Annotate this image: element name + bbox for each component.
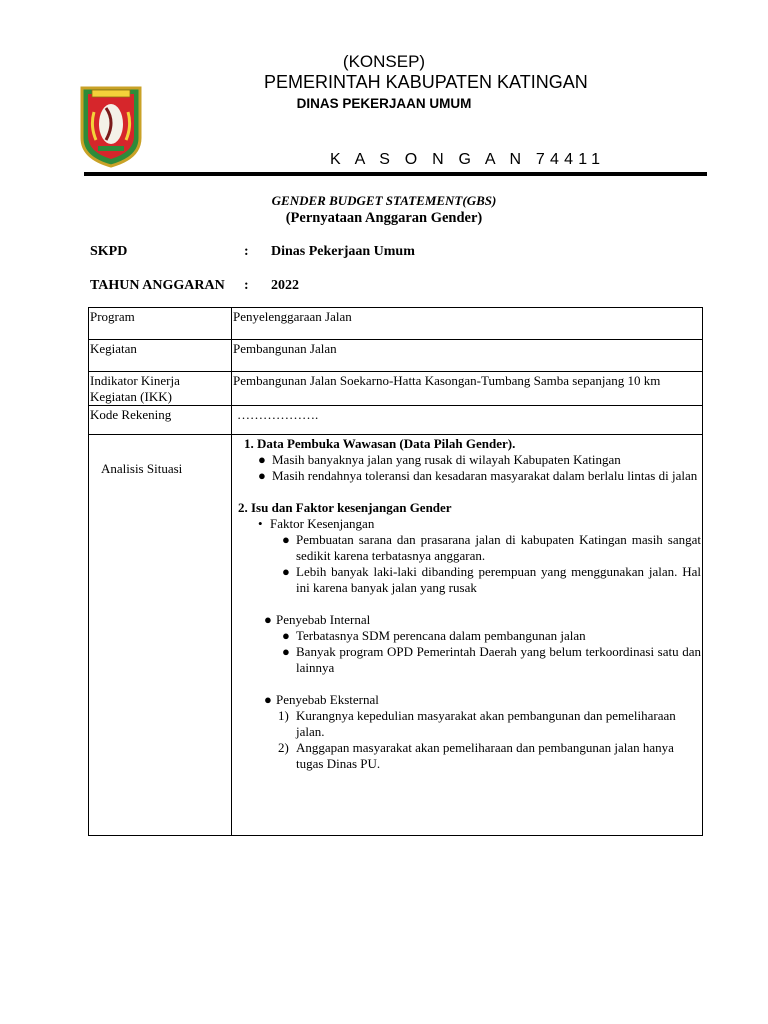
program-label: Program <box>89 308 232 340</box>
tahun-label: TAHUN ANGGARAN <box>90 278 225 293</box>
kegiatan-value: Pembangunan Jalan <box>232 340 703 372</box>
list-item: 2) Anggapan masyarakat akan pemeliharaan dan pembangunan jalan hanya tugas Dinas PU. <box>278 740 674 771</box>
list-item: ● Masih rendahnya toleransi dan kesadaran masyarakat dalam berlalu lintas di jalan <box>258 468 698 483</box>
skpd-colon: : <box>244 244 249 259</box>
bullet-icon: ● <box>258 452 266 467</box>
list-item: 1) Kurangnya kepedulian masyarakat akan pembangunan dan pemeliharaan jalan. <box>278 708 676 739</box>
indikator-value: Pembangunan Jalan Soekarno-Hatta Kasongan-Tumbang Samba sepanjang 10 km <box>232 372 703 406</box>
document-title: GENDER BUDGET STATEMENT(GBS) <box>271 193 497 208</box>
section-2-title: 2. Isu dan Faktor kesenjangan Gender <box>238 500 452 515</box>
internal-label: ● Penyebab Internal <box>264 612 371 627</box>
faktor-label: • Faktor Kesenjangan <box>258 516 375 531</box>
kegiatan-label: Kegiatan <box>89 340 232 372</box>
kode-value: ………………. <box>232 406 703 435</box>
department-name: DINAS PEKERJAAN UMUM <box>296 96 472 111</box>
list-item: ● Pembuatan sarana dan prasarana jalan di kabupaten Katingan masih sangat sedikit karena terbatasnya anggaran. <box>282 532 701 563</box>
regency-crest-logo <box>78 82 144 168</box>
indikator-label-line1: Indikator Kinerja <box>90 373 180 388</box>
bullet-icon: ● <box>264 612 272 627</box>
program-value: Penyelenggaraan Jalan <box>232 308 703 340</box>
table-row <box>89 435 703 836</box>
skpd-value: Dinas Pekerjaan Umum <box>271 244 415 259</box>
bullet-icon: ● <box>282 564 290 579</box>
letterhead <box>0 0 768 180</box>
bullet-icon: • <box>258 516 263 531</box>
table-row <box>89 308 703 340</box>
bullet-icon: ● <box>282 644 290 659</box>
indikator-label-line2: Kegiatan (IKK) <box>90 389 172 404</box>
document-subtitle: (Pernyataan Anggaran Gender) <box>285 210 483 226</box>
table-row <box>89 406 703 435</box>
skpd-label: SKPD <box>90 244 128 259</box>
list-item: ● Terbatasnya SDM perencana dalam pembangunan jalan <box>282 628 586 643</box>
indikator-label <box>89 372 232 406</box>
table-row <box>89 372 703 406</box>
eksternal-label: ● Penyebab Eksternal <box>264 692 379 707</box>
city-postal: K A S O N G A N 74411 <box>330 151 606 168</box>
list-item: ● Masih banyaknya jalan yang rusak di wilayah Kabupaten Katingan <box>258 452 621 467</box>
analisis-label: Analisis Situasi <box>89 435 232 836</box>
gbs-table <box>88 307 703 836</box>
bullet-icon: ● <box>282 532 290 547</box>
government-name: PEMERINTAH KABUPATEN KATINGAN <box>264 72 588 92</box>
kode-label: Kode Rekening <box>89 406 232 435</box>
analisis-content <box>232 435 703 836</box>
list-item: ● Lebih banyak laki-laki dibanding perempuan yang menggunakan jalan. Hal ini karena banyak jalan yang rusak <box>282 564 701 595</box>
tahun-value: 2022 <box>271 278 299 293</box>
tahun-colon: : <box>244 278 249 293</box>
bullet-icon: ● <box>258 468 266 483</box>
header-divider <box>84 172 707 176</box>
list-item: ● Banyak program OPD Pemerintah Daerah yang belum terkoordinasi satu dan lainnya <box>282 644 701 675</box>
concept-label: (KONSEP) <box>342 52 426 71</box>
section-1-title: 1. Data Pembuka Wawasan (Data Pilah Gender). <box>244 436 516 451</box>
bullet-icon: ● <box>282 628 290 643</box>
bullet-icon: ● <box>264 692 272 707</box>
table-row <box>89 340 703 372</box>
